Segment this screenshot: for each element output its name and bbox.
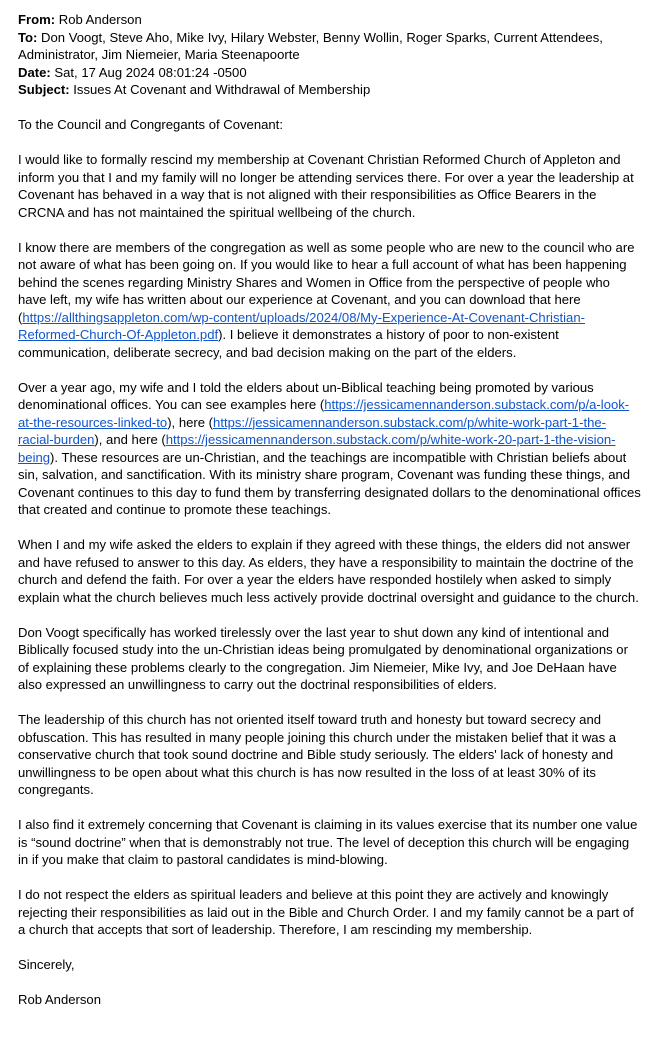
paragraph-4: When I and my wife asked the elders to explain if they agreed with these things, the elders did not answer and have refused to answer to this day. As elders, they have a responsibility to maintain the doctrine of the church and defend the faith. For over a year the elders have responded hostilely when asked to simply explain what the church believes much less actively provide doctrinal oversight and guidance to the church.	[18, 537, 639, 605]
signature: Rob Anderson	[18, 992, 101, 1007]
resources-link[interactable]: https://jessicamennanderson.substack.com/p/a-look-at-the-resources-linked-to	[18, 397, 630, 430]
paragraph-5: Don Voogt specifically has worked tirelessly over the last year to shut down any kind of intentional and Biblically focused study into the un-Christian ideas being promulgated by denominational organizations or of explaining these problems clearly to the congregation. Jim Niemeier, Mike Ivy, and Joe DeHaan have also expressed an unwillingness to carry out the doctrinal responsibilities of elders.	[18, 624, 628, 692]
email-header	[18, 11, 641, 99]
racial-burden-link[interactable]: https://jessicamennanderson.substack.com/p/white-work-part-1-the-racial-burden	[18, 414, 607, 447]
subject-line: Subject: Issues At Covenant and Withdrawal of Membership	[18, 82, 371, 97]
from-line: From: Rob Anderson	[18, 12, 142, 27]
paragraph-6: The leadership of this church has not oriented itself toward truth and honesty but toward secrecy and obfuscation. This has resulted in many people joining this church under the mistaken belief that it was a conservative church that took sound doctrine and Bible study seriously. The elders' lack of honesty and unwillingness to be open about what this church is has now resulted in the loss of at least 30% of its congregants.	[18, 712, 617, 797]
closing: Sincerely,	[18, 957, 75, 972]
date-value: Sat, 17 Aug 2024 08:01:24 -0500	[54, 64, 247, 80]
subject-value: Issues At Covenant and Withdrawal of Membership	[73, 82, 371, 97]
paragraph-7: I also find it extremely concerning that Covenant is claiming in its values exercise that its number one value is “sound doctrine” when that is demonstrably not true. The level of deception this church will be engaging in if you make that claim to pastoral candidates is mind-blowing.	[18, 817, 638, 867]
paragraph-2: I know there are members of the congregation as well as some people who are new to the council who are not aware of what has been going on. If you would like to hear a full account of what has been happening behind the scenes regarding Ministry Shares and Women in Office from the perspective of people who have left, my wife has written about our experience at Covenant, and you can download that here (https://allthingsappleton.com/wp-content/uploads/2024/08/My-Experience-At-Covenant-Christian-Reformed-Church-Of-Appleton.pdf). I believe it demonstrates a history of poor to non-existent communication, deliberate secrecy, and bad decision making on the part of the elders.	[18, 239, 635, 360]
experience-pdf-link[interactable]: https://allthingsappleton.com/wp-content/uploads/2024/08/My-Experience-At-Covenant-Christian-Reformed-Church-Of-Appleton.pdf	[18, 309, 585, 342]
salutation: To the Council and Congregants of Covenant:	[18, 117, 283, 132]
to-line: To: Don Voogt, Steve Aho, Mike Ivy, Hilary Webster, Benny Wollin, Roger Sparks, Current Attendees, Administrator, Jim Niemeier, Maria Steenapoorte	[18, 29, 603, 62]
to-value: Don Voogt, Steve Aho, Mike Ivy, Hilary Webster, Benny Wollin, Roger Sparks, Current Attendees, Administrator, Jim Niemeier, Maria Steenapoorte	[18, 29, 603, 62]
paragraph-8: I do not respect the elders as spiritual leaders and believe at this point they are actively and knowingly rejecting their responsibilities as laid out in the Bible and Church Order. I and my family cannot be a part of a church that accepts that sort of leadership. Therefore, I am rescinding my membership.	[18, 887, 634, 937]
vision-being-link[interactable]: https://jessicamennanderson.substack.com/p/white-work-20-part-1-the-vision-being	[18, 432, 616, 465]
paragraph-1: I would like to formally rescind my membership at Covenant Christian Reformed Church of Appleton and inform you that I and my family will no longer be attending services there. For over a year the leadership at Covenant has behaved in a way that is not aligned with their responsibilities as Office Bearers in the CRCNA and has not maintained the spiritual wellbeing of the church.	[18, 152, 634, 220]
date-line: Date: Sat, 17 Aug 2024 08:01:24 -0500	[18, 64, 247, 80]
from-value: Rob Anderson	[58, 12, 142, 27]
paragraph-3: Over a year ago, my wife and I told the elders about un-Biblical teaching being promoted by various denominational offices. You can see examples here (https://jessicamennanderson.substack.com/p/a-look-at-the-resources-linked-to), here (https://jessicamennanderson.substack.com/p/white-work-part-1-the-racial-burden), and here (https://jessicamennanderson.substack.com/p/white-work-20-part-1-the-vision-being). These resources are un-Christian, and the teachings are incompatible with Christian beliefs about sin, salvation, and sanctification. With its ministry share program, Covenant was funding these things, and Covenant continues to this day to fund them by transferring designated dollars to the denominational offices that created and continue to promote these teachings.	[18, 379, 641, 517]
